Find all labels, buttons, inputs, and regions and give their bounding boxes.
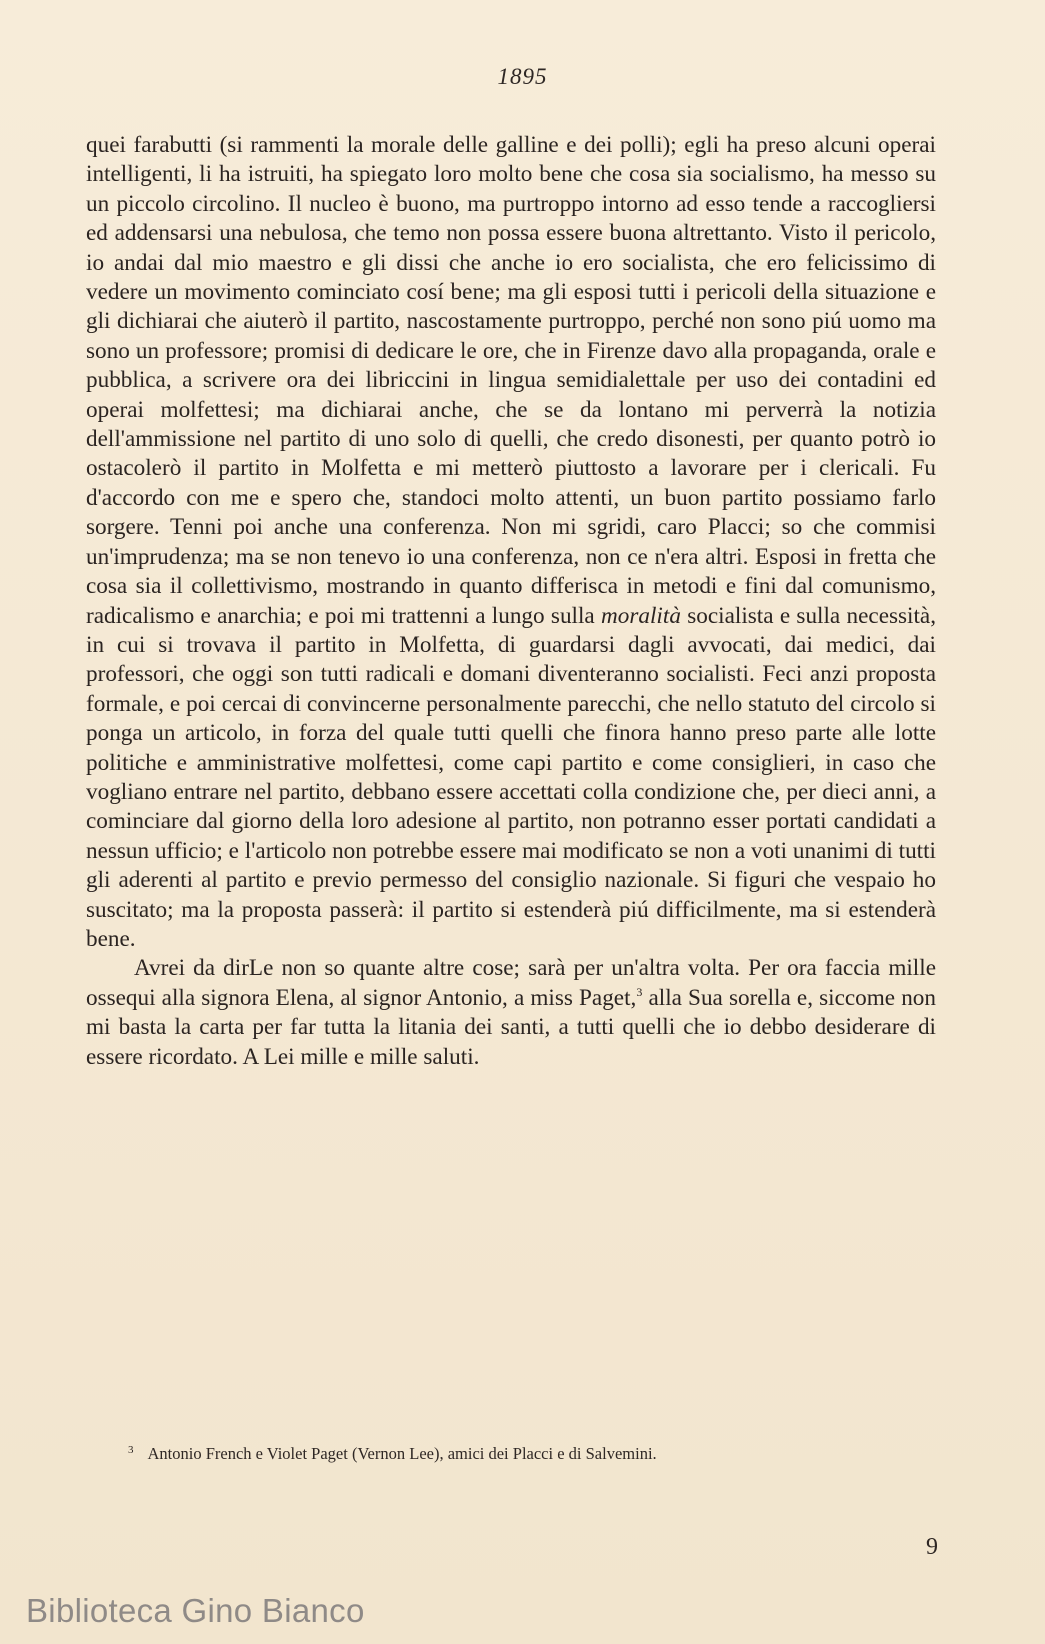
- footnote: [128, 1444, 928, 1464]
- paragraph-1-continuation: socialista e sulla necessità, in cui si trovava il partito in Molfetta, di guardarsi dagli avvocati, dai medici, dai professori, che oggi son tutti radicali e domani diventeranno socialisti. Feci anzi proposta formale, e poi cercai di convincerne personalmente parecchi, che nello statuto del circolo si ponga un articolo, in forza del quale tutti quelli che finora hanno preso parte alle lotte politiche e amministrative molfettesi, come capi partito e come consiglieri, in caso che vogliano entrare nel partito, debbano essere accettati colla condizione che, per dieci anni, a cominciare dal giorno della loro adesione al partito, non potranno esser portati candidati a nessun ufficio; e l'articolo non potrebbe essere mai modificato se non a voti unanimi di tutti gli aderenti al partito e previo permesso del consiglio nazionale. Si figuri che vespaio ho suscitato; ma la proposta passerà: il partito si estenderà piú difficilmente, ma si estenderà bene.: [86, 602, 937, 952]
- paragraph-2-continuation: alla Sua sorella e, siccome non mi basta la carta per far tutta la litania dei santi, a tutti quelli che io debbo desiderare di essere ricordato. A Lei mille e mille saluti.: [86, 984, 936, 1070]
- footnote-text: Antonio French e Violet Paget (Vernon Lee), amici dei Placci e di Salvemini.: [147, 1444, 657, 1463]
- footnote-reference: 3: [636, 984, 643, 999]
- page-number: 9: [926, 1534, 938, 1560]
- paragraph-1: [86, 131, 936, 954]
- library-watermark: Biblioteca Gino Bianco: [26, 1592, 365, 1629]
- footnote-number: 3: [128, 1444, 134, 1456]
- paragraph-2: [86, 954, 936, 1072]
- running-head-year: 1895: [497, 64, 548, 89]
- paragraph-2-text: Avrei da dirLe non so quante altre cose; sarà per un'altra volta. Per ora faccia mille ossequi alla signora Elena, al signor Antonio, a miss Paget,: [86, 955, 936, 1011]
- letter-body: [86, 131, 936, 1072]
- paragraph-1-text: quei farabutti (si rammenti la morale delle galline e dei polli); egli ha preso alcuni operai intelligenti, li ha istruiti, ha spiegato loro molto bene che cosa sia socialismo, ha messo su un piccolo circolino. Il nucleo è buono, ma purtroppo intorno ad esso tende a raccogliersi ed addensarsi una nebulosa, che temo non possa essere buona altrettanto. Visto il pericolo, io andai dal mio maestro e gli dissi che anche io ero socialista, che ero felicissimo di vedere un movimento cominciato cosí bene; ma gli esposi tutti i pericoli della situazione e gli dichiarai che aiuterò il partito, nascostamente purtroppo, perché non sono piú uomo ma sono un professore; promisi di dedicare le ore, che in Firenze davo alla propaganda, orale e pubblica, a scrivere ora dei libriccini in lingua semidialettale per uso dei contadini ed operai molfettesi; ma dichiarai anche, che se da lontano mi perverrà la notizia dell'ammissione nel partito di uno solo di quelli, che credo disonesti, per quanto potrò io ostacolerò il partito in Molfetta e mi metterò piuttosto a lavorare per i clericali. Fu d'accordo con me e spero che, standoci molto attenti, un buon partito possiamo farlo sorgere. Tenni poi anche una conferenza. Non mi sgridi, caro Placci; so che commisi un'imprudenza; ma se non tenevo io una conferenza, non ce n'era altri. Esposi in fretta che cosa sia il collettivismo, mostrando in quanto differisca in metodi e fini dal comunismo, radicalismo e anarchia; e poi mi trattenni a lungo sulla: [86, 132, 936, 629]
- emphasis-moralita: moralità: [601, 602, 681, 629]
